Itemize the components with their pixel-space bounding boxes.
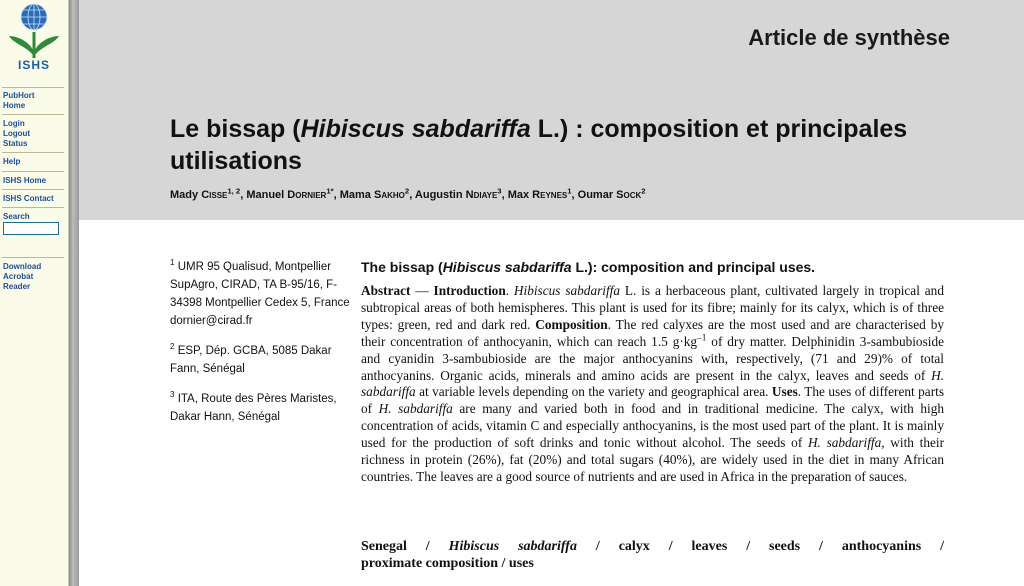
article-title — [170, 113, 950, 177]
keywords: Senegal / Hibiscus sabdariffa / calyx / leaves / seeds / anthocyanins / proximate composition / uses — [361, 539, 944, 571]
frame-scrollbar[interactable] — [69, 0, 79, 586]
title-species: Hibiscus sabdariffa — [300, 115, 531, 143]
nav-login-logout-status-link[interactable]: Login Logout Status — [3, 119, 31, 148]
nav-divider — [2, 257, 64, 258]
corresponding-email: dornier@cirad.fr — [170, 315, 253, 327]
title-text: L.) : composition et principales utilisations — [170, 115, 908, 175]
nav-ishs-contact-link[interactable]: ISHS Contact — [3, 194, 54, 203]
section-label: Article de synthèse — [748, 25, 950, 50]
search-input[interactable] — [3, 222, 59, 235]
affiliation-2: $^2$ ESP, Dép. GCBA, 5085 Dakar Fann, Sénégal — [170, 342, 332, 375]
nav-divider — [2, 207, 64, 208]
nav-pubhort-home-link[interactable]: PubHort Home — [3, 91, 35, 110]
sidebar — [0, 0, 69, 586]
nav-divider — [2, 114, 64, 115]
nav-ishs-home-link[interactable]: ISHS Home — [3, 176, 47, 185]
download-acrobat-reader-link[interactable]: Download Acrobat Reader — [3, 262, 42, 291]
title-text: Le bissap ( — [170, 115, 301, 143]
nav-help-link[interactable]: Help — [3, 157, 21, 166]
author: Mady Cisse$^{1, 2}$ — [170, 186, 241, 201]
author-list: Mady Cisse$^{1, 2}$, Manuel Dornier$^{1*}$, Mama Sakho$^2$, Augustin Ndiaye$^3$, Max Reynes$^1$, Oumar Sock$^2$ — [170, 186, 646, 201]
author: Manuel Dornier$^{1*}$ — [246, 186, 334, 201]
ishs-logo-text: ISHS — [17, 58, 50, 72]
affiliation-3: $^3$ ITA, Route des Pères Maristes, Dakar Hann, Sénégal — [170, 390, 337, 423]
author: Mama Sakho$^2$ — [339, 186, 410, 201]
author: Augustin Ndiaye$^3$ — [414, 186, 502, 201]
affiliations — [170, 258, 352, 438]
nav-divider — [2, 171, 64, 172]
nav-divider — [2, 152, 64, 153]
abstract: Abstract — Introduction. Hibiscus sabdariffa L. is a herbaceous plant, cultivated largely in tropical and subtropical areas of both hemispheres. This plant is used for its fibre; mainly for its calyx, which is of three types: green, red and dark red. Composition. The red calyxes are the most used and are characterised by their concentration of anthocyanin, which can reach 1.5 $g\cdot kg^{-1}$ of dry matter. Delphinidin 3-sambubioside and cyanidin 3-sambubioside are the major anthocyanins with, respectively, (71 and 29)% of total anthocyanins. Organic acids, minerals and amino acids are present in the calyx, leaves and seeds of H. sabdariffa at variable levels depending on the variety and geographical area. Uses. The uses of different parts of H. sabdariffa are many and varied both in food and in traditional medicine. The calyx, with high concentration of acids, vitamin C and especially anthocyanins, is the most used part of the plant. It is mainly used for the production of soft drinks and tonic without alcohol. The seeds of H. sabdariffa, with their richness in protein (26%), fat (20%) and total sugars (40%), are widely used in the diet in many African countries. The leaves are a good source of nutrients and are used in Africa in the preparation of sauces. — [361, 283, 945, 484]
author: Max Reynes$^1$ — [507, 186, 572, 201]
nav-divider — [2, 87, 64, 88]
search-label: Search — [3, 212, 30, 221]
affiliation-1: $^1$ UMR 95 Qualisud, Montpellier SupAgro, CIRAD, TA B-95/16, F-34398 Montpellier Cedex 5, France dornier@cirad.fr — [170, 258, 350, 327]
author: Oumar Sock$^2$ — [577, 186, 646, 201]
english-title: The bissap (Hibiscus sabdariffa L.): composition and principal uses. — [361, 259, 816, 275]
nav-divider — [2, 189, 64, 190]
